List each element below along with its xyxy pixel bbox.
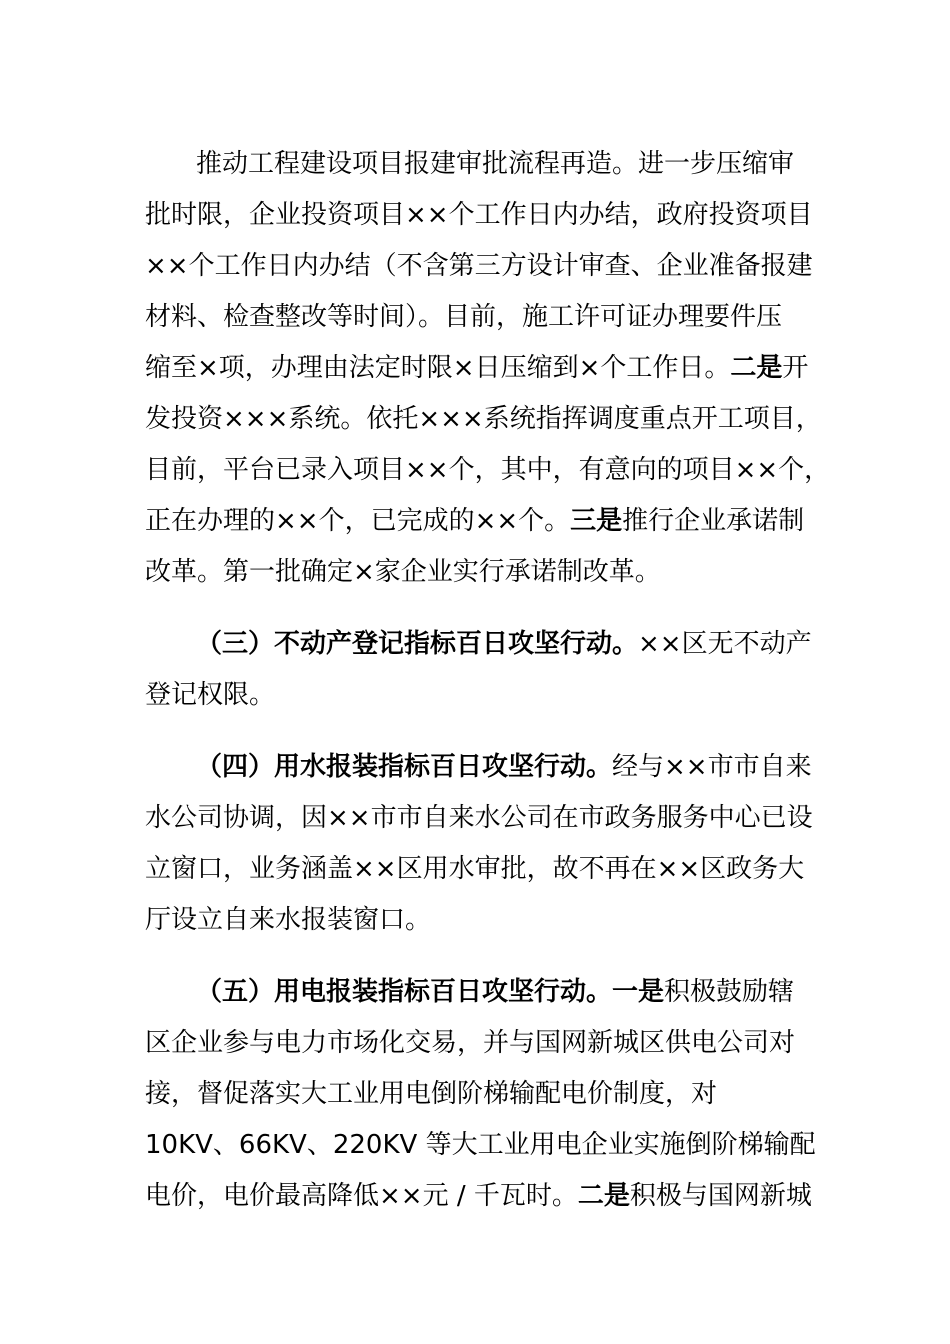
paragraph-4-line-3: 接，督促落实大工业用电倒阶梯输配电价制度，对 <box>145 1079 718 1109</box>
paragraph-1-line-5-tail: 开 <box>782 353 809 383</box>
paragraph-1-line-8-tail: 推行企业承诺制 <box>622 506 805 536</box>
paragraph-1-line-8-text: 正在办理的××个，已完成的××个。 <box>145 506 571 536</box>
paragraph-4-line-1-text: 积极鼓励辖 <box>664 977 795 1007</box>
paragraph-1-line-5 <box>145 350 808 386</box>
paragraph-1-line-9: 改革。第一批确定×家企业实行承诺制改革。 <box>145 557 661 587</box>
paragraph-2-line-1-text: ××区无不动产 <box>638 629 812 659</box>
paragraph-1-line-4: 材料、检查整改等时间）。目前，施工许可证办理要件压 <box>145 302 783 332</box>
paragraph-4-line-5-tail: 积极与国网新城 <box>629 1181 812 1211</box>
paragraph-4-line-1 <box>196 974 794 1010</box>
paragraph-3-line-4: 厅设立自来水报装窗口。 <box>145 905 432 935</box>
paragraph-1-line-7: 目前，平台已录入项目××个，其中，有意向的项目××个， <box>145 455 831 485</box>
paragraph-4-line-4: 10KV、66KV、220KV 等大工业用电企业实施倒阶梯输配 <box>145 1130 816 1160</box>
section-heading-3: （三）不动产登记指标百日攻坚行动。 <box>196 629 639 659</box>
paragraph-4-item-2-marker: 二是 <box>577 1181 630 1211</box>
paragraph-4-line-5-text: 电价，电价最高降低××元 / 千瓦时。 <box>145 1181 578 1211</box>
paragraph-1-line-1: 推动工程建设项目报建审批流程再造。进一步压缩审 <box>196 149 795 179</box>
paragraph-4-line-5 <box>145 1178 812 1214</box>
paragraph-1-item-2-marker: 二是 <box>730 353 783 383</box>
section-heading-5: （五）用电报装指标百日攻坚行动。 <box>196 977 613 1007</box>
paragraph-1-line-8 <box>145 503 804 539</box>
paragraph-4-item-1-marker: 一是 <box>612 977 665 1007</box>
paragraph-1-line-5-text: 缩至×项，办理由法定时限×日压缩到×个工作日。 <box>145 353 731 383</box>
section-heading-4: （四）用水报装指标百日攻坚行动。 <box>196 752 613 782</box>
paragraph-2-line-1 <box>196 626 812 662</box>
paragraph-3-line-1 <box>196 749 812 785</box>
paragraph-4-line-2: 区企业参与电力市场化交易，并与国网新城区供电公司对 <box>145 1028 796 1058</box>
paragraph-1-line-3: ××个工作日内办结（不含第三方设计审查、企业准备报建 <box>145 251 813 281</box>
paragraph-3-line-1-text: 经与××市市自来 <box>612 752 812 782</box>
paragraph-1-line-2: 批时限，企业投资项目××个工作日内办结，政府投资项目 <box>145 200 813 230</box>
paragraph-1-item-3-marker: 三是 <box>570 506 623 536</box>
paragraph-3-line-3: 立窗口，业务涵盖××区用水审批，故不再在××区政务大 <box>145 854 805 884</box>
paragraph-3-line-2: 水公司协调，因××市市自来水公司在市政务服务中心已设 <box>145 803 813 833</box>
paragraph-2-line-2: 登记权限。 <box>145 680 276 710</box>
paragraph-1-line-6: 发投资×××系统。依托×××系统指挥调度重点开工项目， <box>145 404 822 434</box>
